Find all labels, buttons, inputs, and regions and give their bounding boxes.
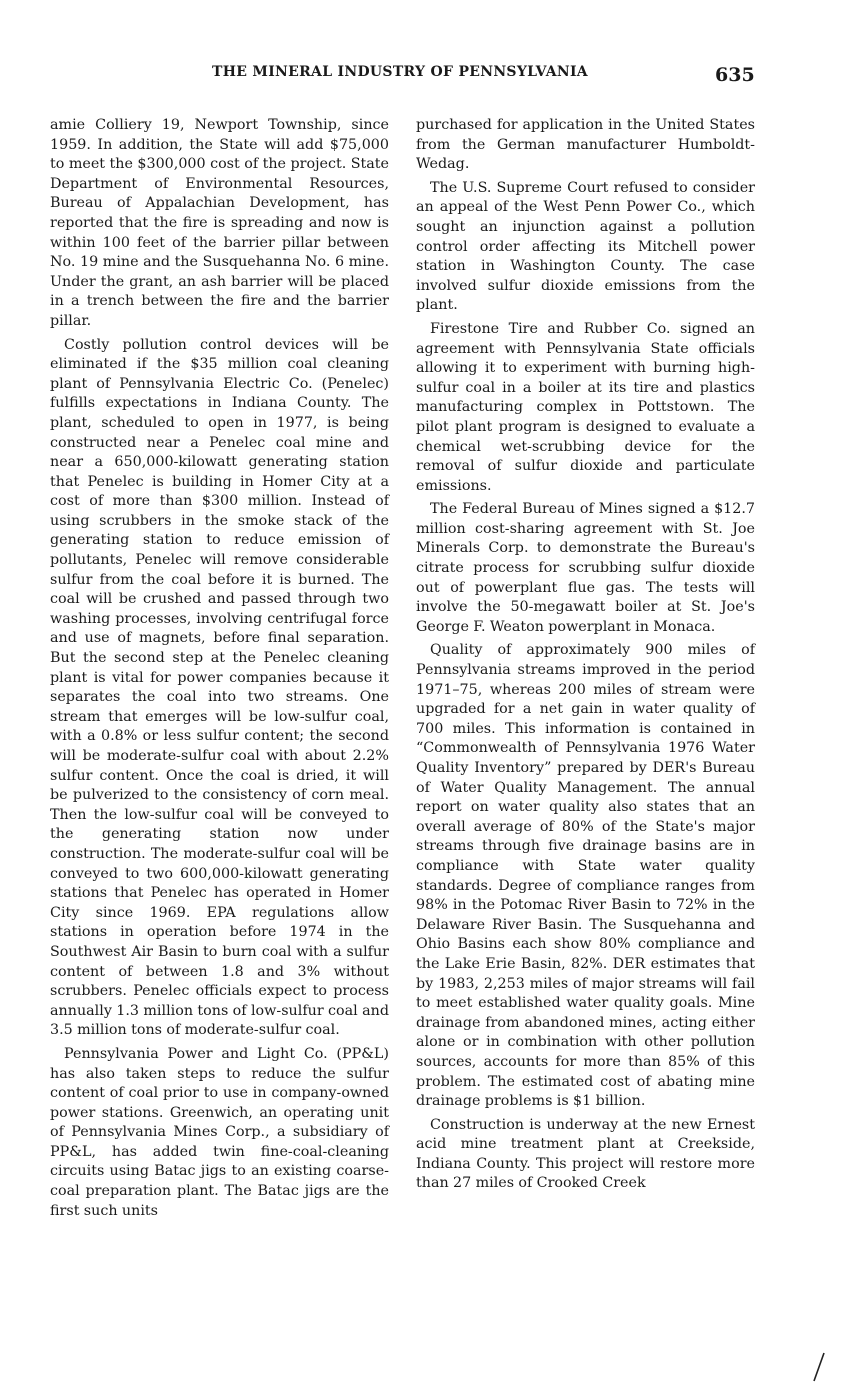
paragraph-firestone: Firestone Tire and Rubber Co. signed an agreement with Pennsylvania State officials allowing it to experiment with burning high-sulfur coal in a boiler at its tire and plastics manufacturing complex in Pottstown. The pilot plant program is designed to evaluate a chemical wet-scrubbing device for the removal of sulfur dioxide and particulate emissions. [416,320,755,494]
page-number: 635 [715,64,755,86]
paragraph-ernest-plant: Construction is underway at the new Ernest acid mine treatment plant at Creekside, Indiana County. This project will restore more than 27 miles of Crooked Creek [416,1116,755,1192]
paragraph-water-quality: Quality of approximately 900 miles of Pennsylvania streams improved in the period 1971–75, whereas 200 miles of stream were upgraded for a net gain in water quality of 700 miles. This information is contained in “Commonwealth of Pennsylvania 1976 Water Quality Inventory” prepared by DER's Bureau of Water Quality Management. The annual report on water quality also states that an overall average of 80% of the State's major streams through five drainage basins are in compliance with State water quality standards. Degree of compliance ranges from 98% in the Potomac River Basin to 72% in the Delaware River Basin. The Susquehanna and Ohio Basins each show 80% compliance and the Lake Erie Basin, 82%. DER estimates that by 1983, 2,253 miles of major streams will fail to meet established water quality goals. Mine drainage from abandoned mines, acting either alone or in combination with other pollution sources, accounts for more than 85% of this problem. The estimated cost of abating mine drainage problems is $1 billion. [416,642,755,1110]
paragraph-supreme-court: The U.S. Supreme Court refused to consider an appeal of the West Penn Power Co., which sought an injunction against a pollution control order affecting its Mitchell power station in Washington County. The case involved sulfur dioxide emissions from the plant. [416,179,755,314]
paragraph-bureau-of-mines: The Federal Bureau of Mines signed a $12.7 million cost-sharing agreement with St. Joe Minerals Corp. to demonstrate the Bureau's citrate process for scrubbing sulfur dioxide out of powerplant flue gas. The tests will involve the 50-megawatt boiler at St. Joe's George F. Weaton powerplant in Monaca. [416,501,755,635]
paragraph-ppl: Pennsylvania Power and Light Co. (PP&L) has also taken steps to reduce the sulfur content of coal prior to use in company-owned power stations. Greenwich, an operating unit of Pennsylvania Mines Corp., a subsidiary of PP&L, has added twin fine-coal-cleaning circuits using Batac jigs to an existing coarse-coal preparation plant. The Batac jigs are the first such units [50,1045,389,1219]
paragraph-penelec: Costly pollution control devices will be eliminated if the $35 million coal cleaning plant of Pennsylvania Electric Co. (Penelec) fulfills expectations in Indiana County. The plant, scheduled to open in 1977, is being constructed near a Penelec coal mine and near a 650,000-kilowatt generating station that Penelec is building in Homer City at a cost of more than $300 million. Instead of using scrubbers in the smoke stack of the generating station to reduce emission of pollutants, Penelec will remove considerable sulfur from the coal before it is burned. The coal will be crushed and passed through two washing processes, involving centrifugal force and use of magnets, before final separation. But the second step at the Penelec cleaning plant is vital for power companies because it separates the coal into two streams. One stream that emerges will be low-sulfur coal, with a 0.8% or less sulfur content; the second will be moderate-sulfur coal with about 2.2% sulfur content. Once the coal is dried, it will be pulverized to the consistency of corn meal. Then the low-sulfur coal will be conveyed to the generating station now under construction. The moderate-sulfur coal will be conveyed to two 600,000-kilowatt generating stations that Penelec has operated in Homer City since 1969. EPA regulations allow stations in operation before 1974 in the Southwest Air Basin to burn coal with a sulfur content of between 1.8 and 3% without scrubbers. Penelec officials expect to process annually 1.3 million tons of low-sulfur coal and 3.5 million tons of moderate-sulfur coal. [50,336,389,1039]
paragraph-continued: purchased for application in the United States from the German manufacturer Humboldt-Wedag. [416,117,755,173]
paragraph-continued: amie Colliery 19, Newport Township, since 1959. In addition, the State will add $75,000 to meet the $300,000 cost of the project. State Department of Environmental Resources, Bureau of Appalachian Development, has reported that the fire is spreading and now is within 100 feet of the barrier pillar between No. 19 mine and the Susquehanna No. 6 mine. Under the grant, an ash barrier will be placed in a trench between the fire and the barrier pillar. [50,117,389,329]
running-head-title: THE MINERAL INDUSTRY OF PENNSYLVANIA [212,64,588,80]
pencil-mark [810,1352,828,1382]
right-column [416,116,755,1194]
left-column [50,116,389,1221]
